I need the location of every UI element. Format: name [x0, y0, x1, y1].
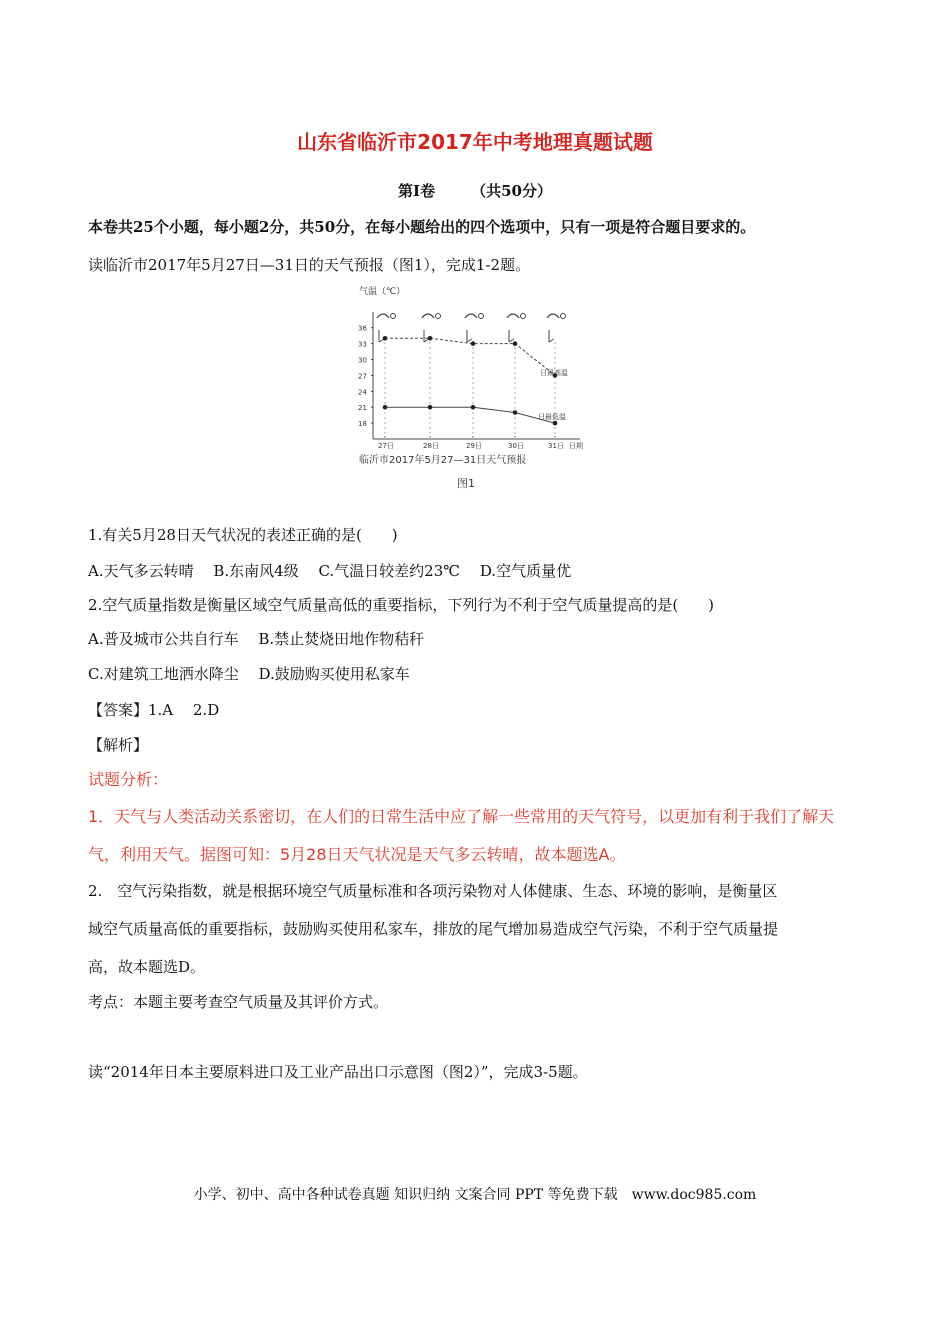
figure1-chart-caption: 临沂市2017年5月27—31日天气预报 — [359, 455, 527, 466]
figure1-xaxis-label: 日期 — [569, 442, 583, 450]
kaodian: 考点：本题主要考查空气质量及其评价方式。 — [88, 993, 389, 1011]
y-ticks — [358, 325, 373, 428]
x-tick-label: 28日 — [423, 442, 439, 450]
analysis-2-line3: 高，故本题选D。 — [88, 958, 206, 976]
y-tick-label: 30 — [358, 356, 367, 365]
y-tick-label: 21 — [358, 404, 367, 413]
instructions: 本卷共25个小题，每小题2分，共50分，在每小题给出的四个选项中，只有一项是符合题目要求的。 — [88, 218, 756, 236]
low-temp-point — [513, 410, 518, 415]
sun-icon — [521, 314, 526, 319]
footer: 小学、初中、高中各种试卷真题 知识归纳 文案合同 PPT 等免费下载 www.doc985.com — [193, 1187, 757, 1203]
section-score: （共50分） — [471, 182, 552, 200]
wind-barb-icon — [509, 339, 514, 342]
cloud-icon — [507, 314, 519, 318]
page-title: 山东省临沂市2017年中考地理真题试题 — [297, 130, 653, 154]
answer: 【答案】1.A 2.D — [88, 701, 220, 719]
low-temp-label: 日最低温 — [538, 413, 566, 421]
x-tick-label: 31日 — [548, 442, 564, 450]
figure1-weather-chart — [355, 282, 595, 492]
high-temp-point — [513, 341, 518, 346]
q2-options-cd: C.对建筑工地洒水降尘 D.鼓励购买使用私家车 — [88, 665, 410, 683]
x-ticks — [378, 342, 564, 450]
wind-barb-icon — [467, 339, 472, 342]
low-temp-line — [385, 407, 555, 423]
section-name: 第Ⅰ卷 — [398, 182, 436, 200]
cloud-icon — [377, 314, 389, 318]
figure1-caption: 图1 — [457, 477, 475, 490]
wind-barb-icon — [549, 339, 554, 342]
low-temp-point — [383, 405, 388, 410]
cloud-icon — [422, 314, 434, 318]
x-tick-label: 30日 — [508, 442, 524, 450]
analysis-1-line2: 气，利用天气。据图可知：5月28日天气状况是天气多云转晴，故本题选A。 — [88, 845, 626, 864]
low-temp-point — [428, 405, 433, 410]
figure1-ylabel: 气温（℃） — [359, 287, 406, 297]
q2-stem: 2.空气质量指数是衡量区域空气质量高低的重要指标，下列行为不利于空气质量提高的是( ) — [88, 596, 715, 614]
high-temp-label: 日最高温 — [540, 369, 568, 377]
q2-options-ab: A.普及城市公共自行车 B.禁止焚烧田地作物秸秆 — [88, 630, 425, 648]
sun-icon — [391, 314, 396, 319]
sun-icon — [436, 314, 441, 319]
analysis-2-line2: 域空气质量高低的重要指标，鼓励购买使用私家车，排放的尾气增加易造成空气污染，不利于空气质量提 — [88, 920, 779, 938]
weather-icons — [377, 314, 566, 343]
x-tick-label: 29日 — [466, 442, 482, 450]
intro-figure2: 读“2014年日本主要原料进口及工业产品出口示意图（图2）”，完成3-5题。 — [88, 1063, 588, 1081]
analysis-2-line1: 2. 空气污染指数，就是根据环境空气质量标准和各项污染物对人体健康、生态、环境的影响，是衡量区 — [88, 882, 778, 900]
low-temp-point — [553, 421, 558, 426]
intro-figure1: 读临沂市2017年5月27日—31日的天气预报（图1），完成1-2题。 — [88, 256, 531, 274]
analysis-head: 试题分析： — [88, 770, 169, 789]
high-temp-point — [383, 336, 388, 341]
y-tick-label: 18 — [358, 420, 367, 429]
cloud-icon — [465, 314, 477, 318]
high-temp-point — [471, 341, 476, 346]
q1-stem: 1.有关5月28日天气状况的表述正确的是( ) — [88, 526, 398, 544]
sun-icon — [561, 314, 566, 319]
y-tick-label: 36 — [358, 324, 367, 333]
low-temp-point — [471, 405, 476, 410]
cloud-icon — [547, 314, 559, 318]
y-tick-label: 27 — [358, 372, 367, 381]
x-tick-label: 27日 — [378, 442, 394, 450]
analysis-1-line1: 1．天气与人类活动关系密切，在人们的日常生活中应了解一些常用的天气符号，以更加有利于我们了解天 — [88, 807, 835, 826]
high-temp-point — [428, 336, 433, 341]
analysis-label: 【解析】 — [88, 736, 149, 754]
high-temp-line — [385, 338, 555, 375]
q1-options: A.天气多云转晴 B.东南风4级 C.气温日较差约23℃ D.空气质量优 — [88, 562, 572, 580]
y-tick-label: 33 — [358, 340, 367, 349]
sun-icon — [479, 314, 484, 319]
y-tick-label: 24 — [358, 388, 367, 397]
section-header — [0, 180, 950, 201]
data-points — [383, 336, 558, 425]
